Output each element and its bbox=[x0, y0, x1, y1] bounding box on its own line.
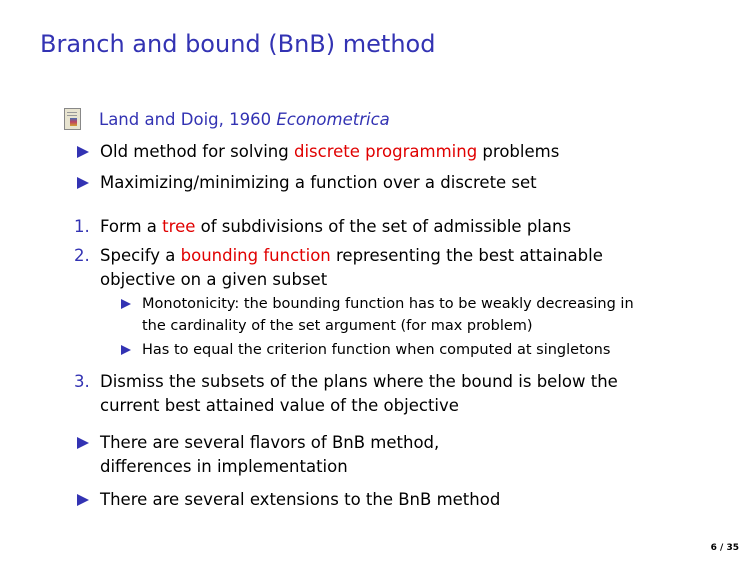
step-item: Specify a bounding function representing the best attainable objective on a given subset bbox=[100, 246, 603, 289]
reference-journal: Econometrica bbox=[276, 110, 390, 129]
sub-bullet-item: Monotonicity: the bounding function has to be weakly decreasing in the cardinality of the set argument (for max problem) bbox=[142, 296, 634, 334]
bullet-item: Old method for solving discrete programming problems bbox=[100, 142, 560, 161]
reference bbox=[99, 108, 390, 132]
step-item: Form a tree of subdivisions of the set of admissible plans bbox=[100, 217, 572, 236]
bullet-item: Maximizing/minimizing a function over a discrete set bbox=[100, 173, 537, 192]
sub-bullet-icon bbox=[121, 299, 131, 309]
article-icon bbox=[64, 108, 81, 130]
step-item: Dismiss the subsets of the plans where the bound is below the current best attained value of the objective bbox=[100, 372, 618, 415]
step-number: 3. bbox=[74, 372, 90, 391]
sub-bullet-item: Has to equal the criterion function when computed at singletons bbox=[142, 342, 611, 358]
page-number: 6 / 35 bbox=[710, 543, 739, 553]
slide-title: Branch and bound (BnB) method bbox=[40, 30, 436, 58]
sub-bullet-icon bbox=[121, 345, 131, 355]
bullet-item: There are several extensions to the BnB method bbox=[100, 490, 501, 509]
step-number: 1. bbox=[74, 217, 90, 236]
bullet-item: There are several flavors of BnB method, differences in implementation bbox=[100, 433, 440, 476]
bullet-icon bbox=[77, 437, 89, 449]
bullet-icon bbox=[77, 177, 89, 189]
step-number: 2. bbox=[74, 246, 90, 265]
bullet-icon bbox=[77, 146, 89, 158]
reference-authors: Land and Doig, 1960 bbox=[99, 110, 277, 129]
bullet-icon bbox=[77, 494, 89, 506]
